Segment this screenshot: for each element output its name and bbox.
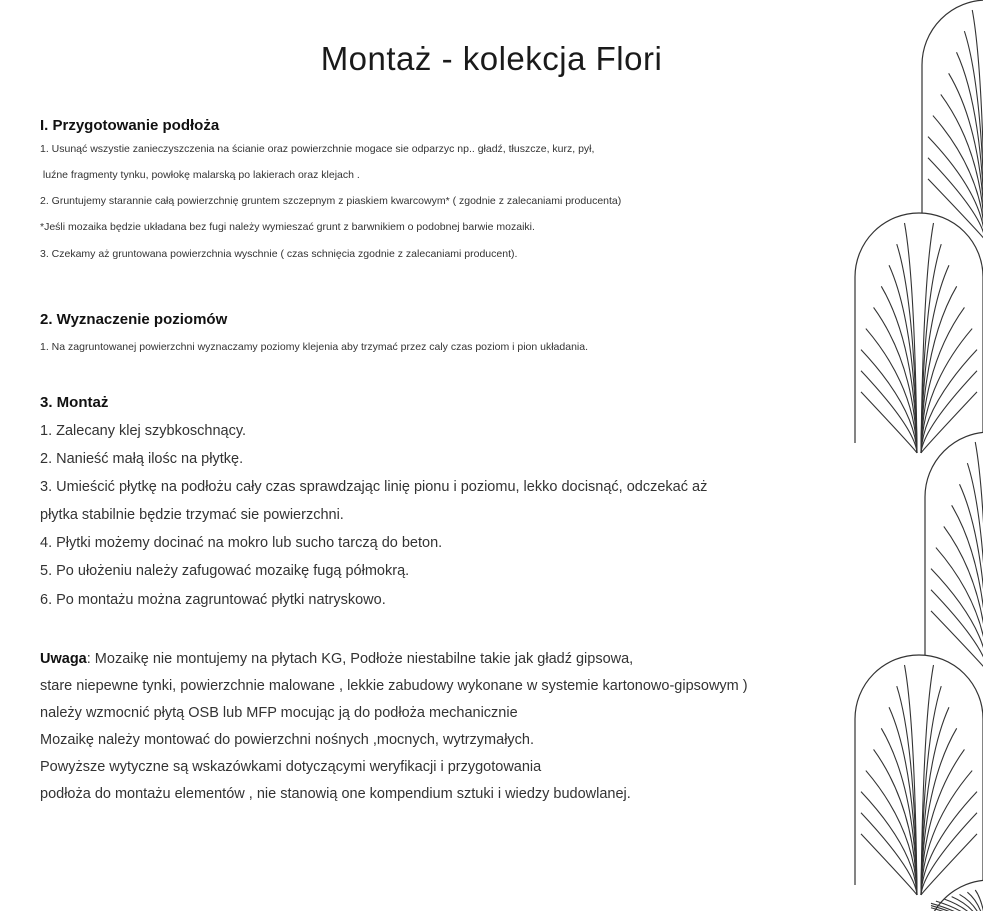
leaf-shape — [855, 655, 983, 895]
text-line: 2. Gruntujemy starannie całą powierzchnię gruntem szczepnym z piaskiem kwarcowym* ( zgodnie z zalecaniami producenta) — [40, 195, 622, 207]
text-line: płytka stabilnie będzie trzymać sie powierzchni. — [40, 507, 344, 523]
text-line: 3. Czekamy aż gruntowana powierzchnia wyschnie ( czas schnięcia zgodnie z zalecaniami producent). — [40, 248, 518, 260]
text-line: *Jeśli mozaika będzie układana bez fugi należy wymieszać grunt z barwnikiem o podobnej barwie mozaiki. — [40, 221, 535, 233]
text-line: 2. Nanieść małą ilośc na płytkę. — [40, 451, 244, 467]
text-line: 1. Zalecany klej szybkoschnący. — [40, 423, 247, 439]
text-line: 6. Po montażu można zagruntować płytki natryskowo. — [40, 592, 386, 608]
note-line — [40, 651, 633, 667]
leaf-shape — [855, 213, 983, 453]
note-line: podłoża do montażu elementów , nie stanowią one kompendium sztuki i wiedzy budowlanej. — [40, 786, 631, 802]
note-label: Uwaga — [40, 651, 87, 667]
section-heading: 3. Montaż — [40, 394, 109, 411]
text-line: 3. Umieścić płytkę na podłożu cały czas sprawdzając linię pionu i poziomu, lekko docisnąć, odczekać aż — [40, 479, 708, 495]
leaf-shape — [925, 432, 983, 672]
text-line: 4. Płytki możemy docinać na mokro lub sucho tarczą do beton. — [40, 535, 443, 551]
note-line: Mozaikę należy montować do powierzchni nośnych ,mocnych, wytrzymałych. — [40, 732, 535, 748]
section-heading: I. Przygotowanie podłoża — [40, 117, 220, 134]
note-line: należy wzmocnić płytą OSB lub MFP mocując ją do podłoża mechanicznie — [40, 705, 518, 721]
text-line: 5. Po ułożeniu należy zafugować mozaikę fugą półmokrą. — [40, 563, 410, 579]
leaf-shape — [922, 0, 983, 240]
text-line: 1. Na zagruntowanej powierzchni wyznaczamy poziomy klejenia aby trzymać przez caly czas poziom i pion układania. — [40, 341, 588, 353]
text-line: 1. Usunąć wszystie zanieczyszczenia na ścianie oraz powierzchnie mogace sie odparzyc np.. gładź, tłuszcze, kurz, pył, — [40, 143, 595, 155]
note-line: stare niepewne tynki, powierzchnie malowane , lekkie zabudowy wykonane w systemie kartonowo-gipsowym ) — [40, 678, 748, 694]
text-line: luźne fragmenty tynku, powłokę malarską po lakierach oraz klejach . — [40, 169, 360, 181]
section-heading: 2. Wyznaczenie poziomów — [40, 311, 228, 328]
note-line: Powyższe wytyczne są wskazówkami dotyczącymi weryfikacji i przygotowania — [40, 759, 542, 775]
note-text: : Mozaikę nie montujemy na płytach KG, Podłoże niestabilne takie jak gładź gipsowa, — [86, 651, 634, 667]
page-title: Montaż - kolekcja Flori — [320, 40, 663, 77]
